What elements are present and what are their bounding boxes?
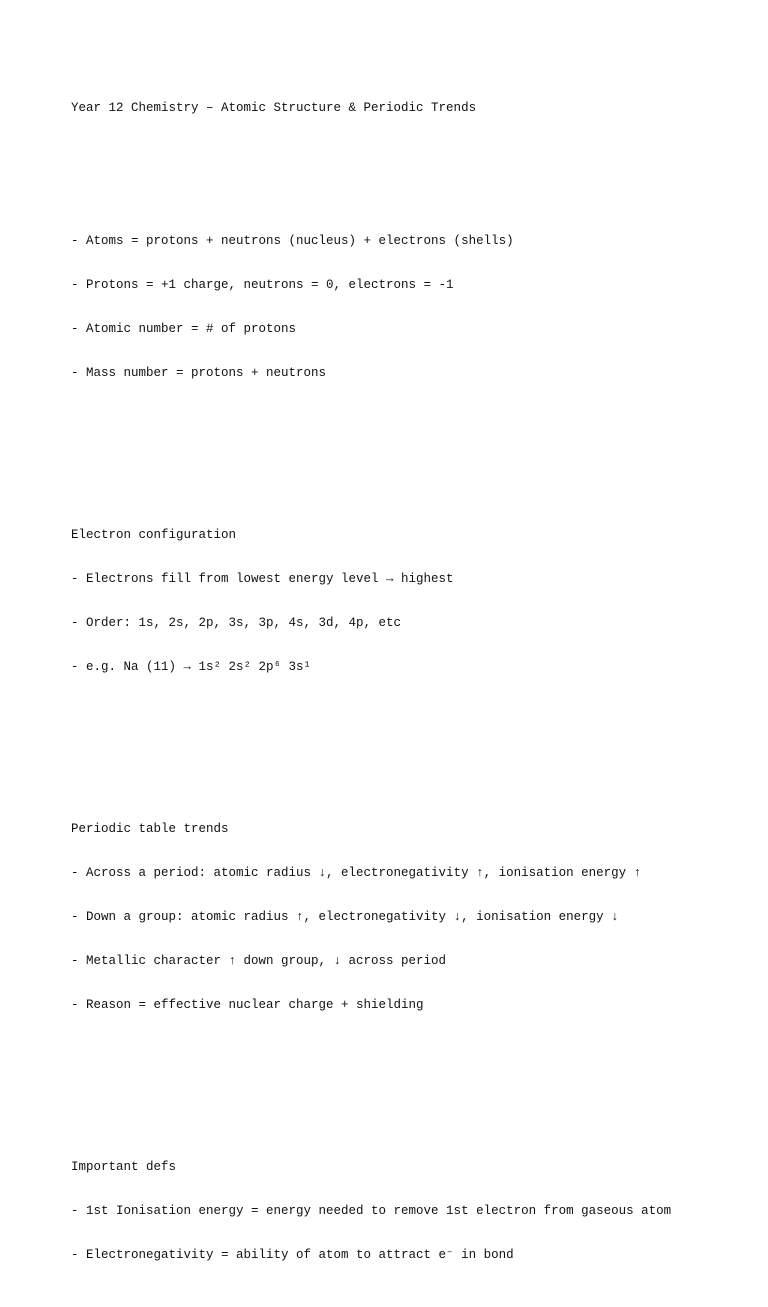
bullet-line: - Mass number = protons + neutrons [71, 365, 327, 380]
document-page [71, 72, 748, 1307]
bullet-line: - Reason = effective nuclear charge + shielding [71, 998, 424, 1013]
blank-line [71, 1072, 748, 1087]
section-heading: Periodic table trends [71, 821, 229, 836]
section-important-defs [71, 1130, 748, 1292]
bullet-line: - Down a group: atomic radius ↑, electronegativity ↓, ionisation energy ↓ [71, 909, 619, 924]
bullet-line: - Atomic number = # of protons [71, 321, 297, 336]
document-title: Year 12 Chemistry – Atomic Structure & Periodic Trends [71, 101, 477, 116]
bullet-line: - 1st Ionisation energy = energy needed to remove 1st electron from gaseous atom [71, 1203, 672, 1218]
bullet-line: - Across a period: atomic radius ↓, electronegativity ↑, ionisation energy ↑ [71, 865, 642, 880]
blank-line [71, 439, 748, 454]
blank-line [71, 733, 748, 748]
bullet-line: - Electrons fill from lowest energy level → highest [71, 571, 454, 586]
bullet-line: - Metallic character ↑ down group, ↓ across period [71, 953, 447, 968]
section-periodic-trends [71, 792, 748, 1042]
section-heading: Important defs [71, 1159, 177, 1174]
bullet-line: - Electronegativity = ability of atom to attract e⁻ in bond [71, 1247, 514, 1262]
section-heading: Electron configuration [71, 527, 237, 542]
bullet-line: - Order: 1s, 2s, 2p, 3s, 3p, 4s, 3d, 4p, etc [71, 615, 402, 630]
bullet-line: - e.g. Na (11) → 1s² 2s² 2p⁶ 3s¹ [71, 659, 312, 674]
section-basics [71, 204, 748, 410]
section-electron-configuration [71, 498, 748, 704]
bullet-line: - Protons = +1 charge, neutrons = 0, electrons = -1 [71, 277, 454, 292]
bullet-line: - Atoms = protons + neutrons (nucleus) + electrons (shells) [71, 233, 514, 248]
blank-line [71, 146, 748, 161]
